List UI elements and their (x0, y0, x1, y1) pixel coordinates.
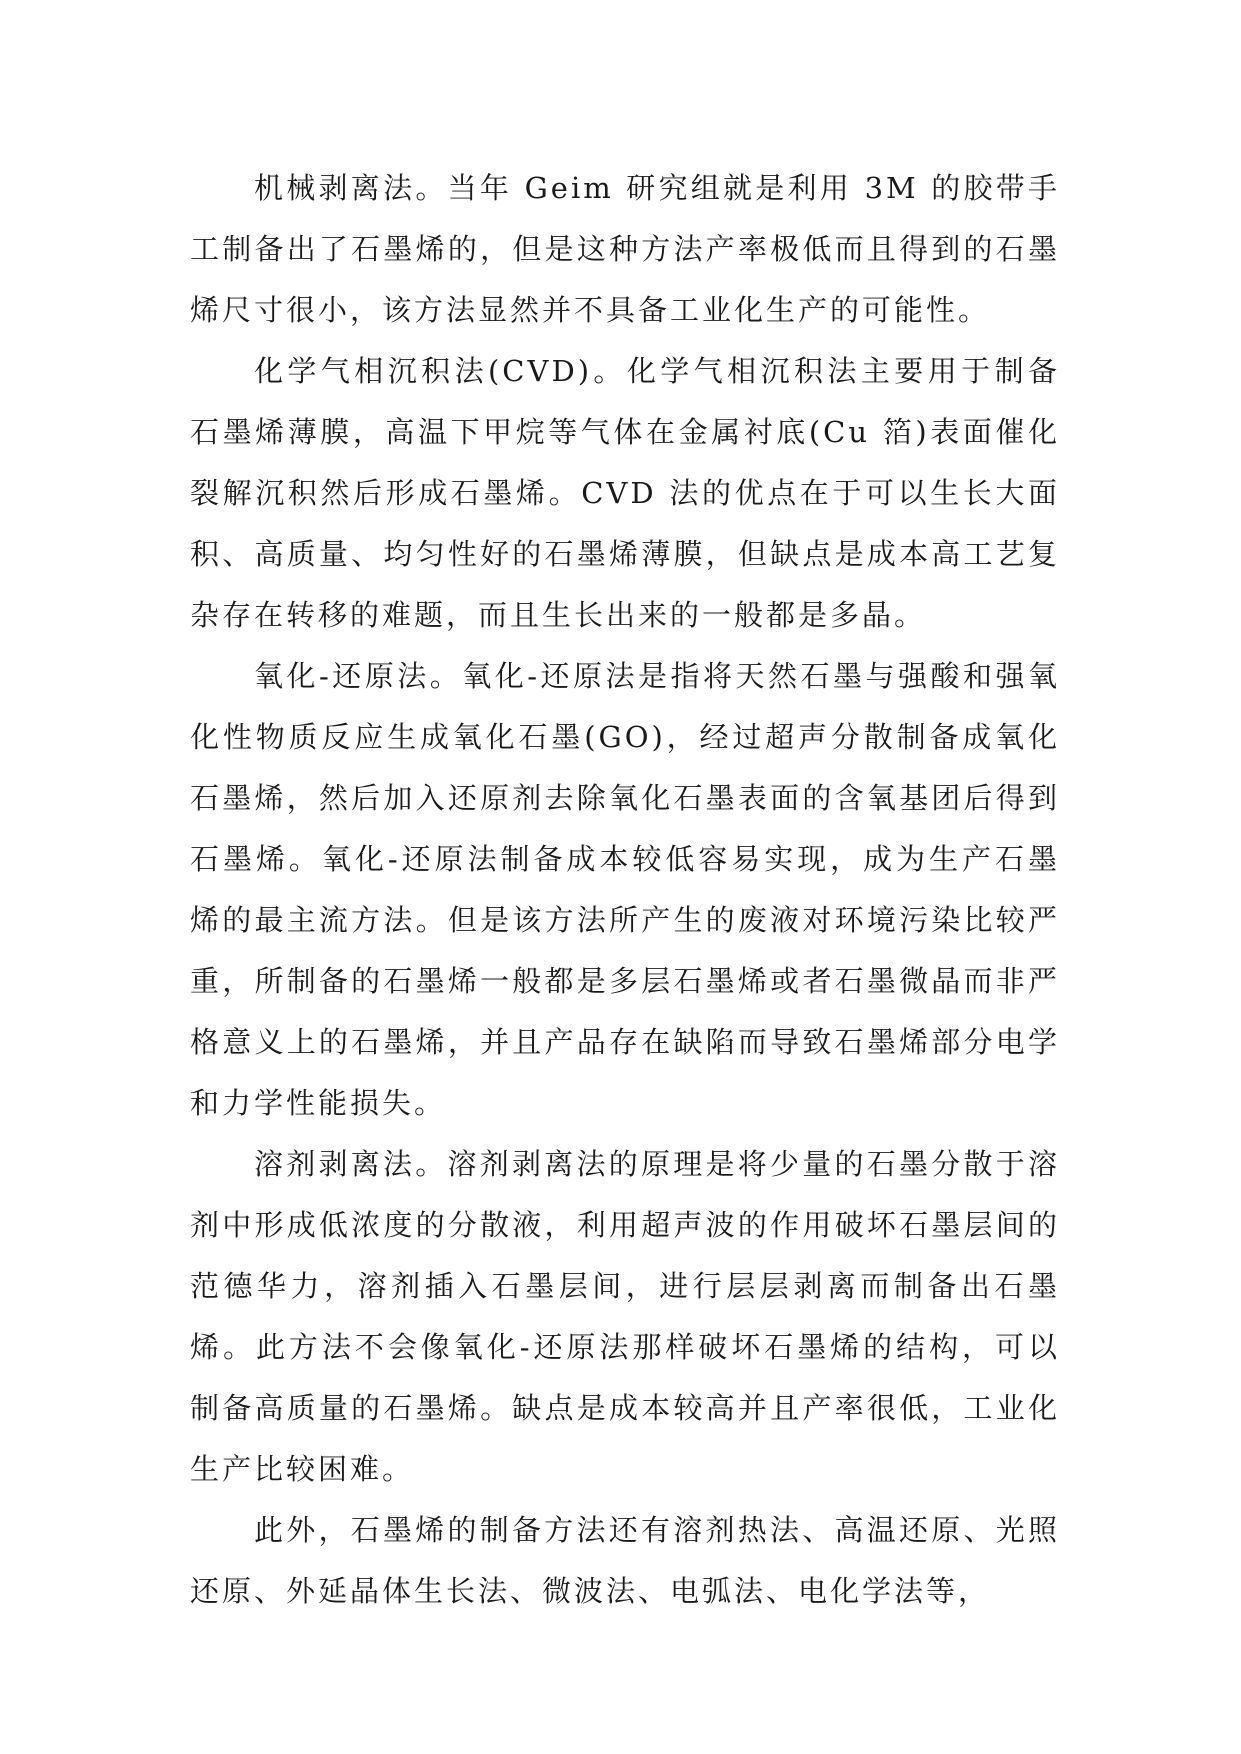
paragraph-mechanical-exfoliation: 机械剥离法。当年 Geim 研究组就是利用 3M 的胶带手工制备出了石墨烯的，但是这种方法产率极低而且得到的石墨烯尺寸很小，该方法显然并不具备工业化生产的可能性。 (190, 171, 1060, 327)
document-body (190, 158, 1060, 1622)
paragraph-oxidation-reduction: 氧化-还原法。氧化-还原法是指将天然石墨与强酸和强氧化性物质反应生成氧化石墨(GO)，经过超声分散制备成氧化石墨烯，然后加入还原剂去除氧化石墨表面的含氧基团后得到石墨烯。氧化-还原法制备成本较低容易实现，成为生产石墨烯的最主流方法。但是该方法所产生的废液对环境污染比较严重，所制备的石墨烯一般都是多层石墨烯或者石墨微晶而非严格意义上的石墨烯，并且产品存在缺陷而导致石墨烯部分电学和力学性能损失。 (190, 659, 1060, 1120)
paragraph-solvent-exfoliation: 溶剂剥离法。溶剂剥离法的原理是将少量的石墨分散于溶剂中形成低浓度的分散液，利用超声波的作用破坏石墨层间的范德华力，溶剂插入石墨层间，进行层层剥离而制备出石墨烯。此方法不会像氧化-还原法那样破坏石墨烯的结构，可以制备高质量的石墨烯。缺点是成本较高并且产率很低，工业化生产比较困难。 (190, 1147, 1060, 1486)
paragraph-cvd: 化学气相沉积法(CVD)。化学气相沉积法主要用于制备石墨烯薄膜，高温下甲烷等气体在金属衬底(Cu 箔)表面催化裂解沉积然后形成石墨烯。CVD 法的优点在于可以生长大面积、高质量、均匀性好的石墨烯薄膜，但缺点是成本高工艺复杂存在转移的难题，而且生长出来的一般都是多晶。 (190, 354, 1060, 632)
paragraph-other-methods: 此外，石墨烯的制备方法还有溶剂热法、高温还原、光照还原、外延晶体生长法、微波法、电弧法、电化学法等， (190, 1513, 1060, 1608)
